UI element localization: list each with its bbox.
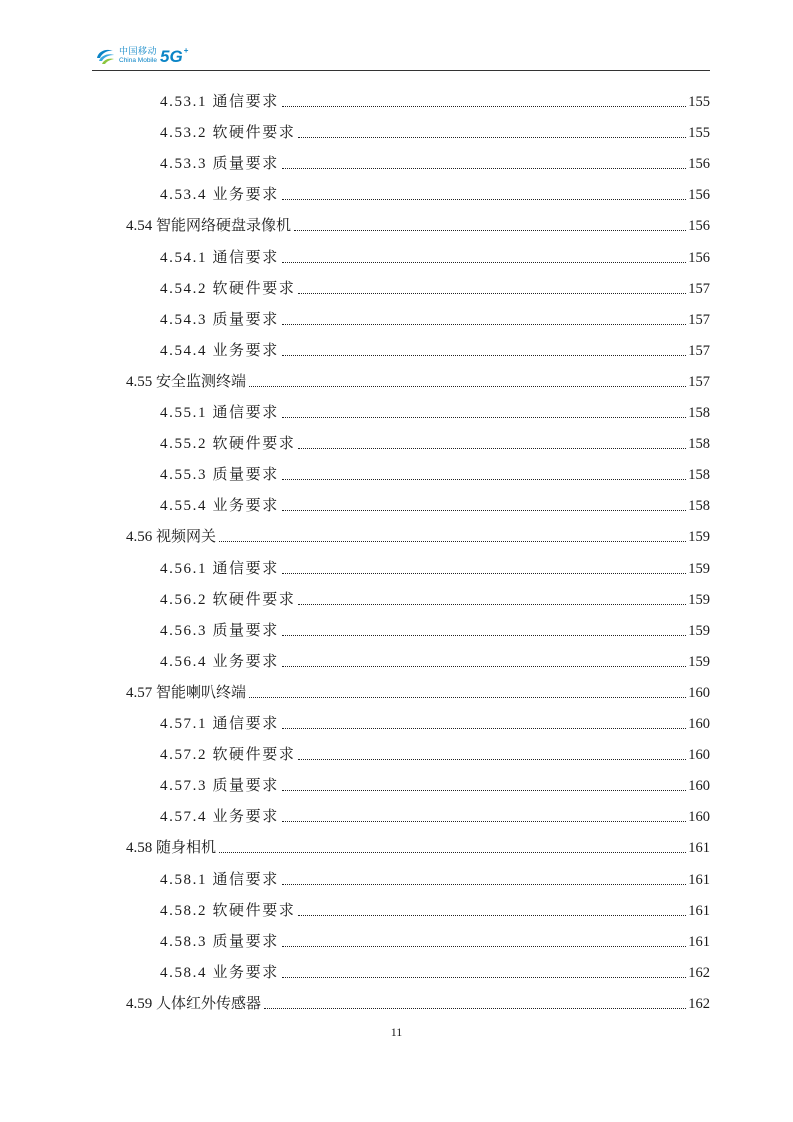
toc-section-entry[interactable] bbox=[126, 215, 710, 237]
toc-dot-leader bbox=[282, 354, 686, 356]
toc-subsection-entry[interactable] bbox=[160, 589, 710, 611]
toc-entry-page: 156 bbox=[688, 156, 710, 173]
toc-subsection-entry[interactable] bbox=[160, 464, 710, 486]
toc-dot-leader bbox=[219, 851, 686, 853]
toc-subsection-entry[interactable] bbox=[160, 402, 710, 424]
toc-dot-leader bbox=[282, 789, 686, 791]
toc-entry-page: 158 bbox=[688, 405, 710, 421]
toc-subsection-entry[interactable] bbox=[160, 931, 710, 953]
toc-dot-leader bbox=[282, 198, 686, 200]
toc-entry-page: 156 bbox=[688, 249, 710, 266]
toc-subsection-entry[interactable] bbox=[160, 775, 710, 797]
toc-entry-title: 4.54.1 通信要求 bbox=[160, 249, 279, 266]
toc-entry-page: 155 bbox=[688, 94, 710, 110]
toc-entry-page: 158 bbox=[688, 436, 710, 453]
toc-entry-page: 157 bbox=[688, 280, 710, 297]
toc-subsection-entry[interactable] bbox=[160, 869, 710, 891]
toc-entry-page: 157 bbox=[688, 342, 710, 359]
toc-entry-page: 161 bbox=[688, 840, 710, 857]
logo-plus-mark: + bbox=[183, 45, 189, 55]
toc-entry-title: 4.56.3 质量要求 bbox=[160, 622, 279, 639]
toc-entry-title: 4.57.1 通信要求 bbox=[160, 716, 279, 732]
china-mobile-swirl-icon bbox=[94, 45, 116, 67]
toc-entry-page: 158 bbox=[688, 467, 710, 484]
toc-subsection-entry[interactable] bbox=[160, 340, 710, 362]
toc-entry-title: 4.53.4 业务要求 bbox=[160, 187, 279, 204]
logo-english-name: China Mobile bbox=[119, 56, 157, 64]
toc-entry-page: 160 bbox=[688, 684, 710, 701]
toc-dot-leader bbox=[298, 292, 686, 294]
toc-subsection-entry[interactable] bbox=[160, 91, 710, 113]
toc-dot-leader bbox=[282, 820, 686, 822]
toc-entry-page: 160 bbox=[688, 809, 710, 826]
toc-entry-title: 4.55.4 业务要求 bbox=[160, 498, 279, 515]
toc-dot-leader bbox=[282, 509, 686, 511]
toc-entry-page: 160 bbox=[688, 778, 710, 795]
page-number: 11 bbox=[390, 1025, 403, 1039]
toc-dot-leader bbox=[298, 447, 686, 449]
toc-dot-leader bbox=[282, 634, 686, 636]
toc-dot-leader bbox=[249, 696, 686, 698]
toc-entry-title: 4.58.2 软硬件要求 bbox=[160, 902, 296, 919]
toc-dot-leader bbox=[282, 665, 686, 667]
toc-section-entry[interactable] bbox=[126, 837, 710, 859]
toc-entry-title: 4.56 视频网关 bbox=[126, 529, 217, 546]
toc-subsection-entry[interactable] bbox=[160, 433, 710, 455]
toc-entry-page: 159 bbox=[688, 529, 710, 546]
toc-entry-title: 4.55 安全监测终端 bbox=[126, 373, 247, 390]
toc-subsection-entry[interactable] bbox=[160, 713, 710, 735]
toc-entry-title: 4.58.1 通信要求 bbox=[160, 871, 279, 888]
toc-section-entry[interactable] bbox=[126, 993, 710, 1015]
toc-entry-page: 155 bbox=[688, 125, 710, 142]
toc-dot-leader bbox=[282, 478, 686, 480]
logo-5g-mark: 5G bbox=[160, 47, 183, 66]
logo-chinese-name: 中国移动 bbox=[119, 46, 158, 57]
toc-subsection-entry[interactable] bbox=[160, 247, 710, 269]
toc-dot-leader bbox=[282, 727, 686, 729]
toc-subsection-entry[interactable] bbox=[160, 184, 710, 206]
toc-entry-title: 4.54.2 软硬件要求 bbox=[160, 280, 296, 297]
toc-section-entry[interactable] bbox=[126, 526, 710, 548]
toc-subsection-entry[interactable] bbox=[160, 558, 710, 580]
toc-entry-title: 4.54 智能网络硬盘录像机 bbox=[126, 218, 292, 235]
toc-dot-leader bbox=[298, 914, 686, 916]
toc-entry-page: 161 bbox=[688, 933, 710, 950]
toc-subsection-entry[interactable] bbox=[160, 620, 710, 642]
toc-subsection-entry[interactable] bbox=[160, 153, 710, 175]
toc-subsection-entry[interactable] bbox=[160, 962, 710, 984]
toc-entry-title: 4.56.4 业务要求 bbox=[160, 653, 279, 670]
toc-entry-title: 4.53.3 质量要求 bbox=[160, 156, 279, 173]
toc-dot-leader bbox=[282, 945, 686, 947]
toc-entry-page: 159 bbox=[688, 622, 710, 639]
toc-dot-leader bbox=[282, 261, 686, 263]
toc-entry-title: 4.58.3 质量要求 bbox=[160, 933, 279, 950]
toc-dot-leader bbox=[282, 323, 686, 325]
toc-entry-title: 4.58.4 业务要求 bbox=[160, 964, 279, 981]
toc-entry-title: 4.55.1 通信要求 bbox=[160, 405, 279, 421]
toc-entry-page: 156 bbox=[688, 187, 710, 204]
toc-dot-leader bbox=[282, 883, 686, 885]
toc-entry-page: 158 bbox=[688, 498, 710, 515]
toc-entry-page: 159 bbox=[688, 653, 710, 670]
toc-entry-title: 4.57.3 质量要求 bbox=[160, 778, 279, 795]
toc-dot-leader bbox=[298, 758, 686, 760]
toc-dot-leader bbox=[282, 105, 686, 107]
toc-subsection-entry[interactable] bbox=[160, 806, 710, 828]
toc-dot-leader bbox=[298, 603, 686, 605]
toc-entry-title: 4.55.3 质量要求 bbox=[160, 467, 279, 484]
toc-dot-leader bbox=[219, 540, 686, 542]
toc-subsection-entry[interactable] bbox=[160, 744, 710, 766]
toc-entry-title: 4.54.3 质量要求 bbox=[160, 311, 279, 328]
toc-entry-title: 4.56.2 软硬件要求 bbox=[160, 591, 296, 608]
toc-entry-title: 4.54.4 业务要求 bbox=[160, 342, 279, 359]
toc-entry-page: 161 bbox=[688, 871, 710, 888]
china-mobile-logo bbox=[94, 44, 188, 68]
toc-dot-leader bbox=[298, 136, 686, 138]
toc-entry-title: 4.57.4 业务要求 bbox=[160, 809, 279, 826]
toc-entry-title: 4.56.1 通信要求 bbox=[160, 560, 279, 577]
toc-entry-title: 4.58 随身相机 bbox=[126, 840, 217, 857]
toc-subsection-entry[interactable] bbox=[160, 278, 710, 300]
toc-entry-page: 161 bbox=[688, 902, 710, 919]
toc-dot-leader bbox=[282, 572, 686, 574]
toc-entry-page: 156 bbox=[688, 218, 710, 235]
toc-entry-title: 4.57 智能喇叭终端 bbox=[126, 684, 247, 701]
toc-entry-title: 4.57.2 软硬件要求 bbox=[160, 747, 296, 764]
toc-section-entry[interactable] bbox=[126, 371, 710, 393]
toc-entry-title: 4.55.2 软硬件要求 bbox=[160, 436, 296, 453]
toc-entry-title: 4.53.2 软硬件要求 bbox=[160, 125, 296, 142]
toc-subsection-entry[interactable] bbox=[160, 900, 710, 922]
toc-dot-leader bbox=[282, 167, 686, 169]
toc-subsection-entry[interactable] bbox=[160, 309, 710, 331]
toc-section-entry[interactable] bbox=[126, 682, 710, 704]
toc-dot-leader bbox=[294, 229, 686, 231]
toc-entry-title: 4.53.1 通信要求 bbox=[160, 94, 279, 110]
toc-dot-leader bbox=[249, 385, 686, 387]
toc-entry-page: 157 bbox=[688, 373, 710, 390]
toc-dot-leader bbox=[282, 416, 686, 418]
toc-dot-leader bbox=[282, 976, 686, 978]
toc-entry-page: 160 bbox=[688, 716, 710, 732]
toc-dot-leader bbox=[264, 1007, 686, 1009]
page-header bbox=[92, 40, 710, 71]
toc-entry-page: 162 bbox=[688, 964, 710, 981]
toc-subsection-entry[interactable] bbox=[160, 651, 710, 673]
toc-subsection-entry[interactable] bbox=[160, 122, 710, 144]
toc-entry-page: 162 bbox=[688, 995, 710, 1012]
toc-entry-page: 159 bbox=[688, 560, 710, 577]
toc-entry-page: 160 bbox=[688, 747, 710, 764]
toc-entry-page: 157 bbox=[688, 311, 710, 328]
toc-subsection-entry[interactable] bbox=[160, 495, 710, 517]
toc-entry-title: 4.59 人体红外传感器 bbox=[126, 995, 262, 1012]
toc-entry-page: 159 bbox=[688, 591, 710, 608]
